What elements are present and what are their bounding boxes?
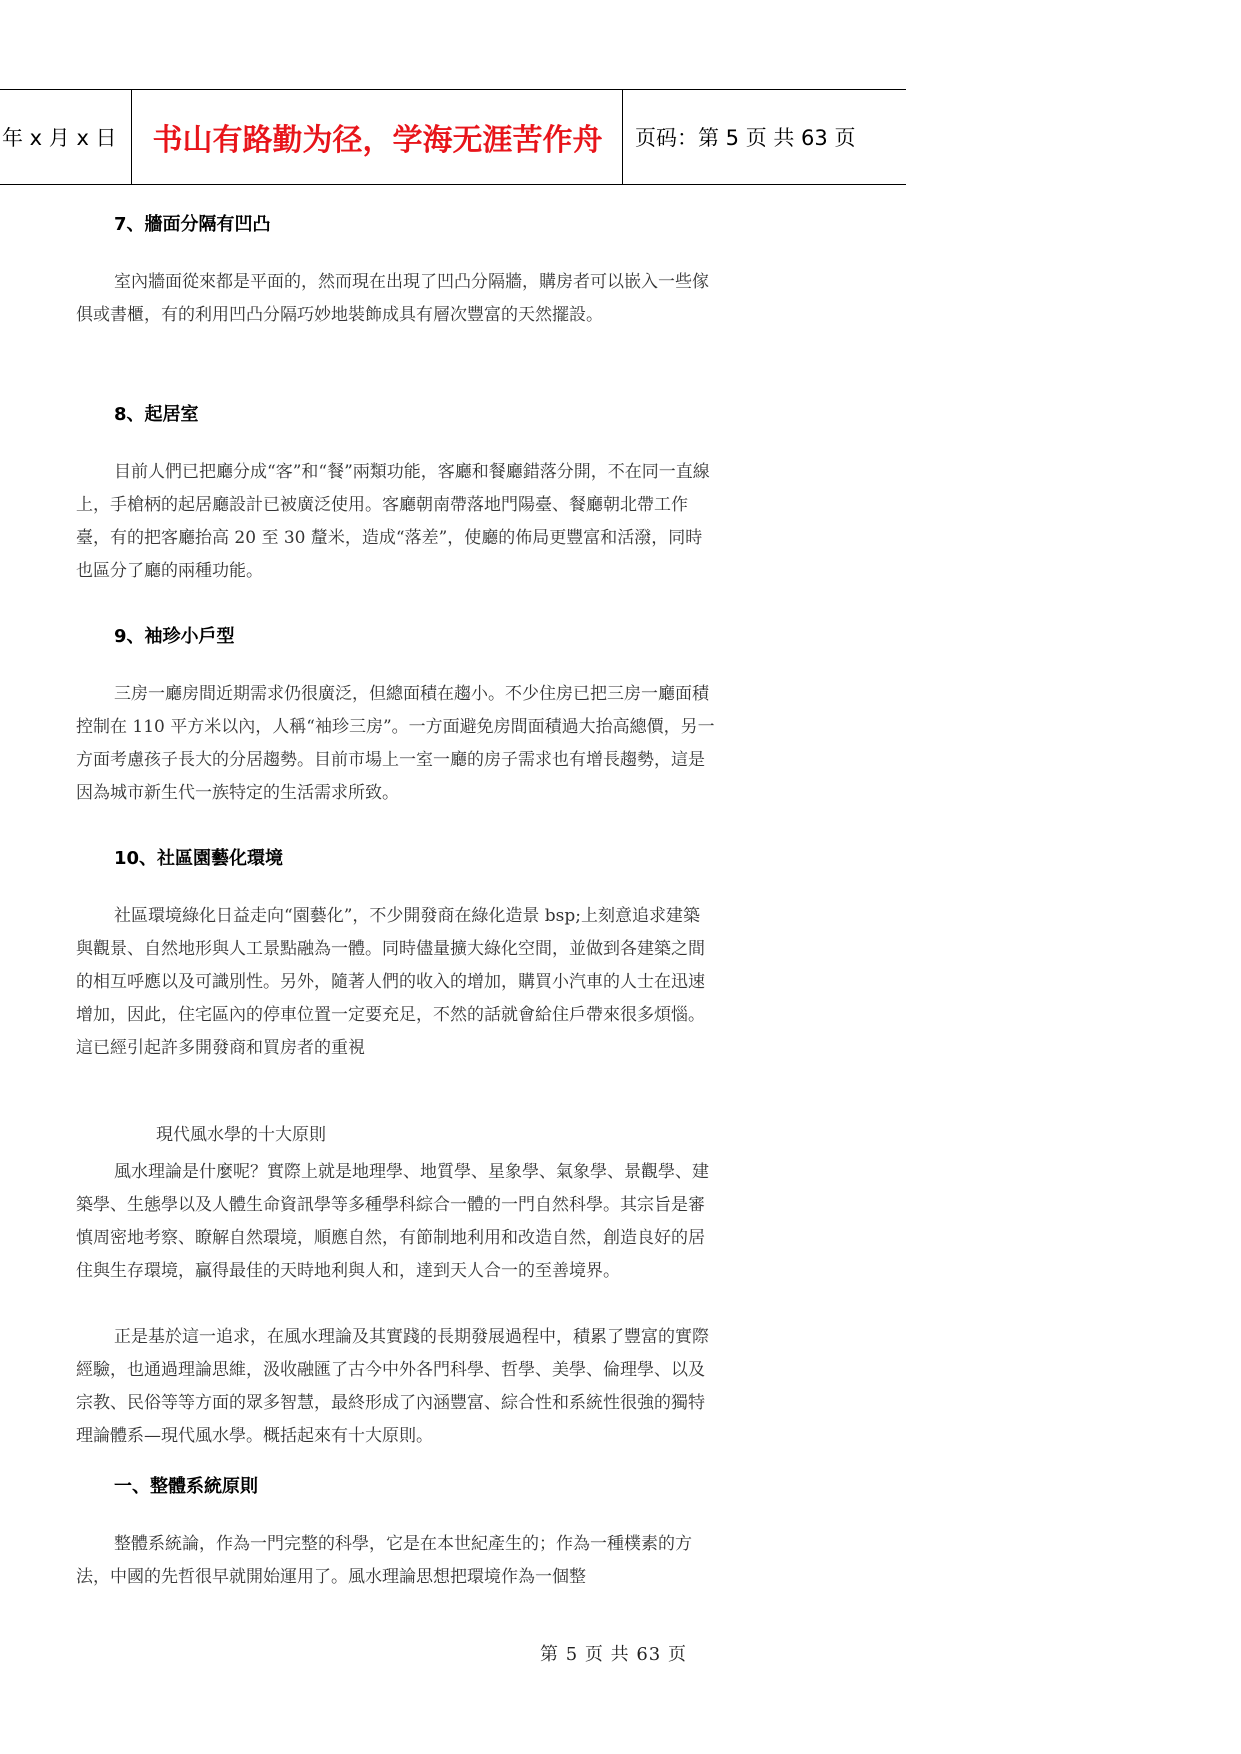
article-heading: 一、整體系統原則 — [114, 1476, 258, 1497]
section-paragraph: 三房一廳房間近期需求仍很廣泛，但總面積在趨小。不少住房已把三房一廳面積控制在 110 平方米以內，人稱“袖珍三房”。一方面避免房間面積過大抬高總價，另一方面考慮孩子長大的分居趨勢。目前市場上一室一廳的房子需求也有增長趨勢，這是因為城市新生代一族特定的生活需求所致。 — [76, 684, 715, 803]
article-paragraph: 正是基於這一追求，在風水理論及其實踐的長期發展過程中，積累了豐富的實際經驗，也通過理論思維，汲收融匯了古今中外各門科學、哲學、美學、倫理學、以及宗教、民俗等等方面的眾多智慧，最終形成了內涵豐富、綜合性和系統性很強的獨特理論體系—現代風水學。概括起來有十大原則。 — [76, 1327, 709, 1446]
header-page-info: 页码：第 5 页 共 63 页 — [635, 126, 856, 150]
section-heading: 10、社區園藝化環境 — [114, 848, 284, 869]
page-header — [0, 89, 906, 185]
article-paragraph: 整體系統論，作為一門完整的科學，它是在本世紀產生的；作為一種樸素的方法，中國的先哲很早就開始運用了。風水理論思想把環境作為一個整 — [76, 1534, 692, 1587]
section-paragraph: 目前人們已把廳分成“客”和“餐”兩類功能，客廳和餐廳錯落分開，不在同一直線上，手槍柄的起居廳設計已被廣泛使用。客廳朝南帶落地門陽臺、餐廳朝北帶工作臺，有的把客廳抬高 20 至 30 釐米，造成“落差”，使廳的佈局更豐富和活潑，同時也區分了廳的兩種功能。 — [76, 462, 710, 581]
section-paragraph: 社區環境綠化日益走向“園藝化”，不少開發商在綠化造景 bsp;上刻意追求建築與觀景、自然地形與人工景點融為一體。同時儘量擴大綠化空間，並做到各建築之間的相互呼應以及可識別性。另外，隨著人們的收入的增加，購買小汽車的人士在迅速增加，因此，住宅區內的停車位置一定要充足，不然的話就會給住戶帶來很多煩惱。這已經引起許多開發商和買房者的重視 — [76, 906, 705, 1058]
page-footer: 第 5 页 共 63 页 — [540, 1644, 687, 1665]
section-paragraph: 室內牆面從來都是平面的，然而現在出現了凹凸分隔牆，購房者可以嵌入一些傢俱或書櫃，有的利用凹凸分隔巧妙地裝飾成具有層次豐富的天然擺設。 — [76, 272, 709, 325]
section-heading: 7、牆面分隔有凹凸 — [114, 214, 271, 235]
section-heading: 9、袖珍小戶型 — [114, 626, 235, 647]
section-heading: 8、起居室 — [114, 404, 199, 425]
header-motto: 书山有路勤为径，学海无涯苦作舟 — [133, 90, 623, 184]
article-paragraph: 風水理論是什麼呢？實際上就是地理學、地質學、星象學、氣象學、景觀學、建築學、生態學以及人體生命資訊學等多種學科綜合一體的一門自然科學。其宗旨是審慎周密地考察、瞭解自然環境，順應自然，有節制地利用和改造自然，創造良好的居住與生存環境，贏得最佳的天時地利與人和，達到天人合一的至善境界。 — [76, 1162, 709, 1281]
article-title: 現代風水學的十大原則 — [156, 1125, 326, 1145]
header-date: 年 x 月 x 日 — [0, 90, 132, 184]
